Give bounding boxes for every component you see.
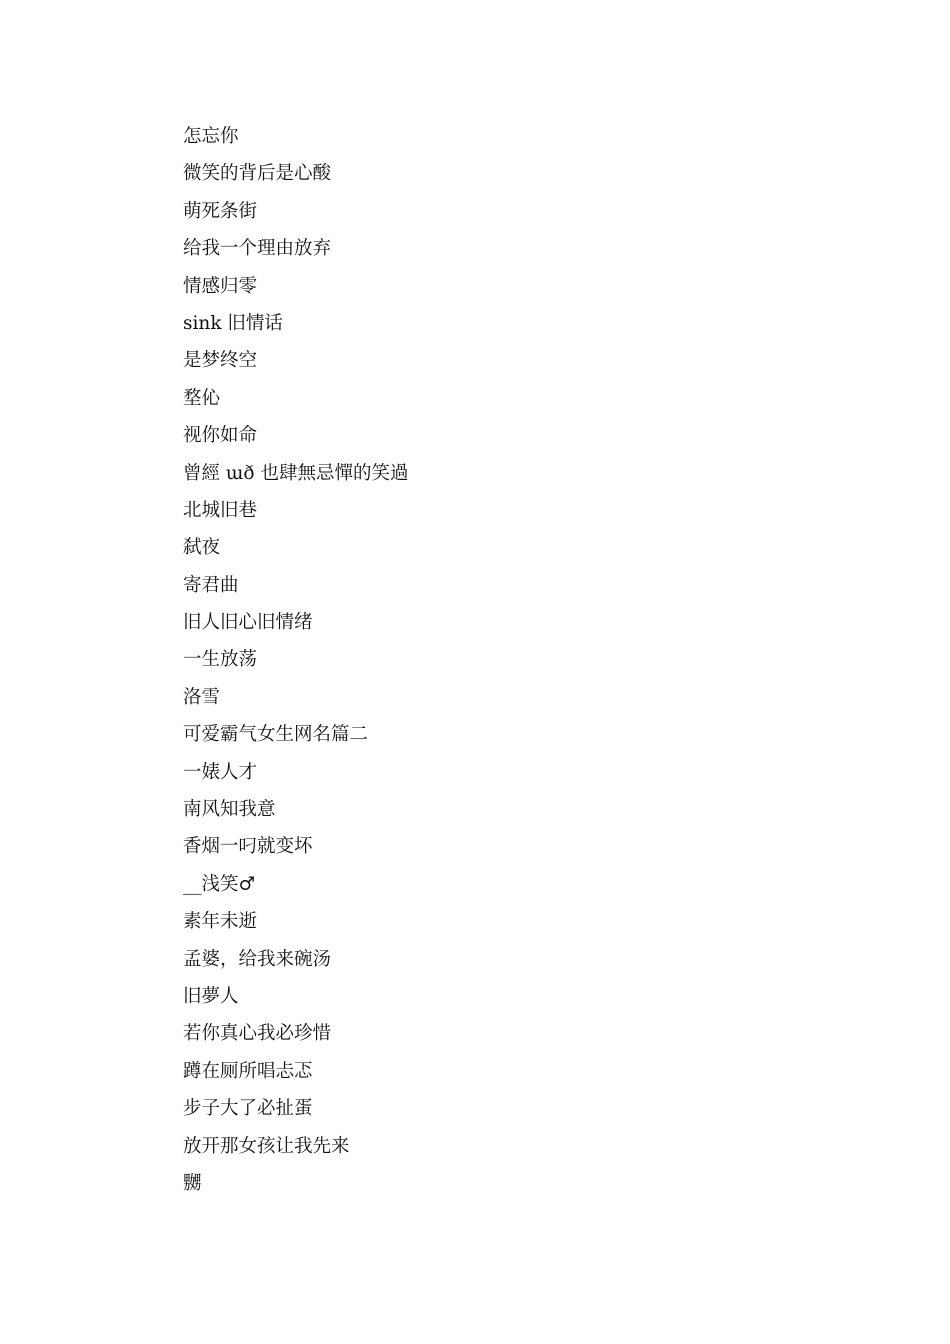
list-item: 微笑的背后是心酸 [183,163,332,185]
list-item: 孟婆，给我来碗汤 [183,948,332,970]
list-item: 旧夢人 [183,985,239,1007]
list-item: __浅笑♂ [183,873,256,895]
list-item: 蹲在厕所唱忐忑 [183,1060,313,1082]
list-item: 情感归零 [183,275,258,297]
list-item: 香烟一叼就变坏 [183,836,313,858]
list-item: 放开那女孩让我先来 [183,1135,350,1157]
list-item: 嬲 [183,1172,202,1194]
list-item: 旧人旧心旧情绪 [183,612,313,634]
list-item: 北城旧巷 [183,499,258,521]
list-item: 视你如命 [183,425,258,447]
list-item: 寄君曲 [183,574,239,596]
list-item: 是梦终空 [183,350,258,372]
list-item: 萌死条街 [183,200,258,222]
list-item: 怎忘你 [183,126,239,147]
list-item: 堥伈 [183,387,221,409]
list-item: 曾經 ɯð 也肆無忌憚的笑過 [183,462,409,484]
list-item: 洛雪 [183,686,221,708]
nickname-list [183,124,408,1208]
section-heading: 可爱霸气女生网名篇二 [183,724,369,746]
list-item: 若你真心我必珍惜 [183,1023,332,1045]
list-item: 一生放荡 [183,649,258,671]
list-item: 南风知我意 [183,799,276,821]
list-item: 给我一个理由放弃 [183,238,332,260]
list-item: 素年未逝 [183,911,258,933]
list-item: 弑夜 [183,537,221,559]
list-item: 一婊人才 [183,761,258,783]
list-item: 步子大了必扯蛋 [183,1098,313,1120]
list-item: sink 旧情话 [183,312,283,334]
